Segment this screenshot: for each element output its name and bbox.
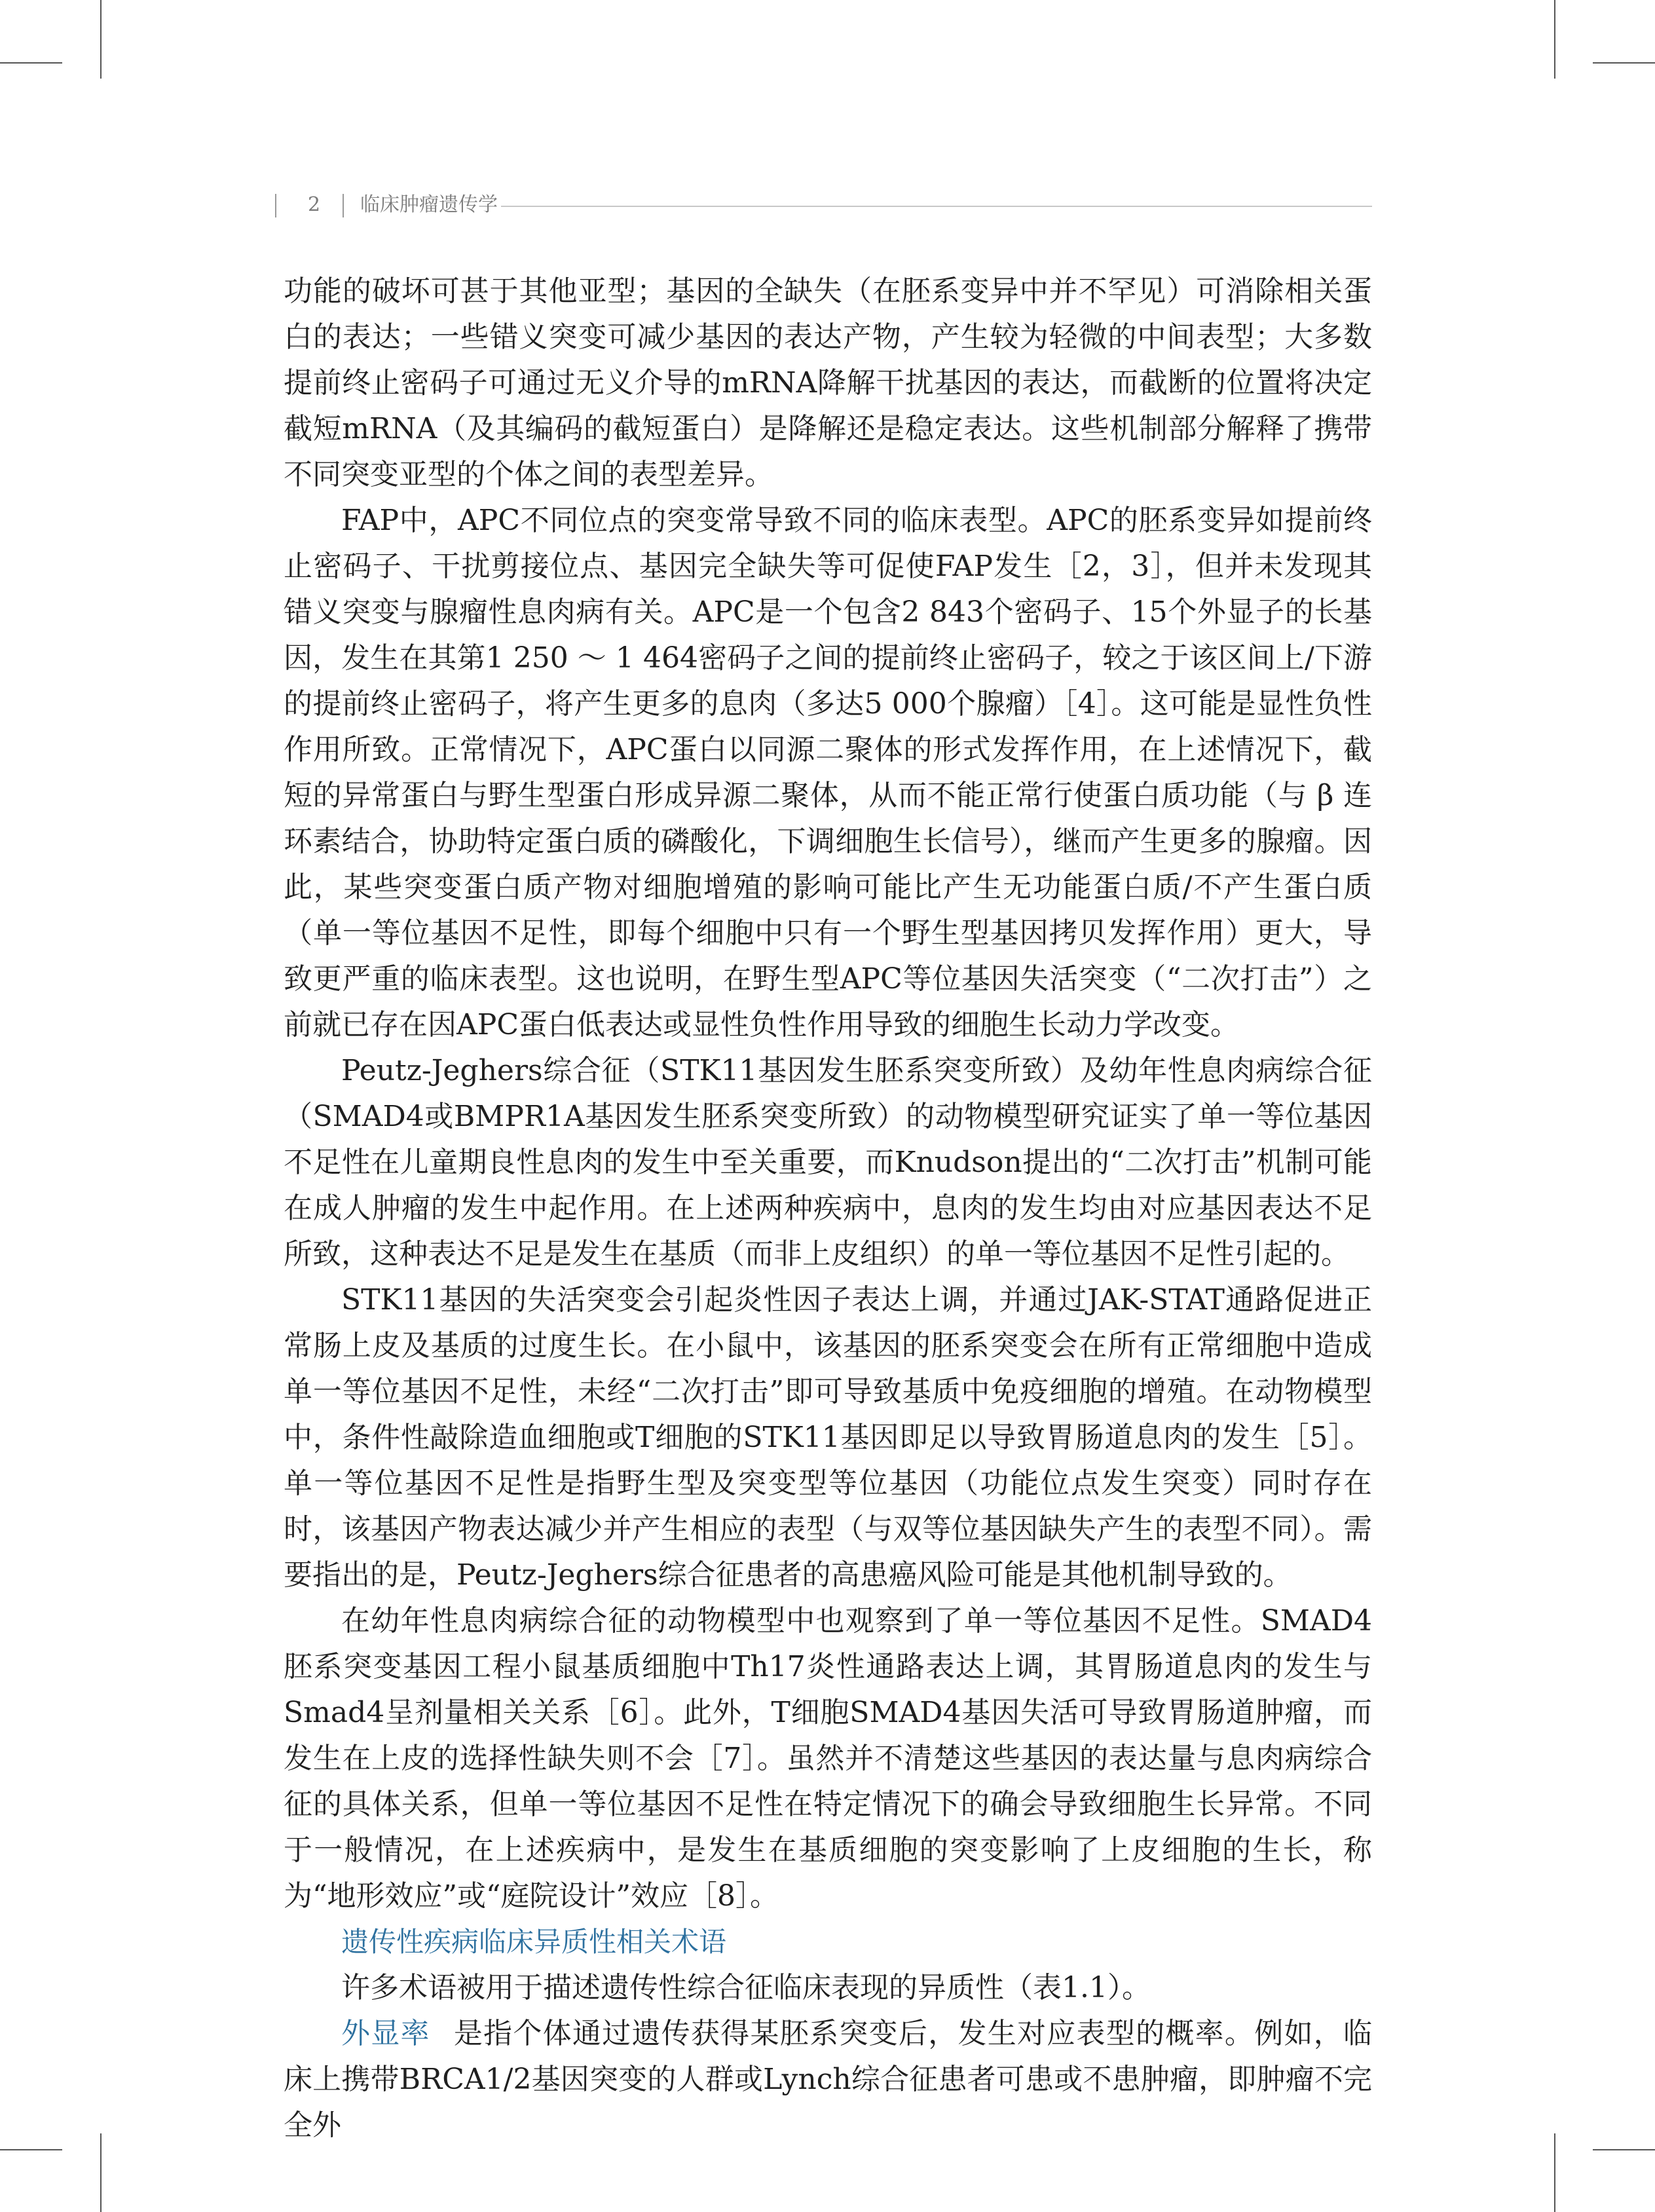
crop-mark-top-right-h (1593, 62, 1655, 64)
intro-paragraph: 许多术语被用于描述遗传性综合征临床表现的异质性（表1.1）。 (341, 1971, 1151, 2004)
crop-mark-bottom-left-h (0, 2149, 62, 2150)
header-separator-bar (343, 194, 344, 217)
header-rule (501, 206, 1372, 207)
section-heading: 遗传性疾病临床异质性相关术语 (341, 1926, 727, 1958)
body-paragraph: 功能的破坏可甚于其他亚型；基因的全缺失（在胚系变异中并不罕见）可消除相关蛋白的表达；一些错义突变可减少基因的表达产物，产生较为轻微的中间表型；大多数提前终止密码子可通过无义介导的mRNA降解干扰基因的表达，而截断的位置将决定截短mRNA（及其编码的截短蛋白）是降解还是稳定表达。这些机制部分解释了携带不同突变亚型的个体之间的表型差异。 (284, 274, 1372, 491)
crop-mark-bottom-right-h (1593, 2149, 1655, 2150)
header-left-bar (275, 194, 276, 217)
body-paragraph: 在幼年性息肉病综合征的动物模型中也观察到了单一等位基因不足性。SMAD4胚系突变基因工程小鼠基质细胞中Th17炎性通路表达上调，其胃肠道息肉的发生与Smad4呈剂量相关关系［6］。此外，T细胞SMAD4基因失活可导致胃肠道肿瘤，而发生在上皮的选择性缺失则不会［7］。虽然并不清楚这些基因的表达量与息肉病综合征的具体关系，但单一等位基因不足性在特定情况下的确会导致细胞生长异常。不同于一般情况，在上述疾病中，是发生在基质细胞的突变影响了上皮细胞的生长，称为“地形效应”或“庭院设计”效应［8］。 (284, 1604, 1372, 1913)
running-header (275, 190, 1372, 224)
book-title: 临床肿瘤遗传学 (360, 193, 498, 216)
term-definition: 是指个体通过遗传获得某胚系突变后，发生对应表型的概率。例如，临床上携带BRCA1/2基因突变的人群或Lynch综合征患者可患或不患肿瘤，即肿瘤不完全外 (284, 2017, 1373, 2142)
term-label: 外显率 (341, 2017, 430, 2050)
page-body (284, 269, 1372, 2148)
crop-mark-bottom-left-v (100, 2133, 102, 2212)
body-paragraph: Peutz-Jeghers综合征（STK11基因发生胚系突变所致）及幼年性息肉病综合征（SMAD4或BMPR1A基因发生胚系突变所致）的动物模型研究证实了单一等位基因不足性在儿童期良性息肉的发生中至关重要，而Knudson提出的“二次打击”机制可能在成人肿瘤的发生中起作用。在上述两种疾病中，息肉的发生均由对应基因表达不足所致，这种表达不足是发生在基质（而非上皮组织）的单一等位基因不足性引起的。 (284, 1054, 1372, 1271)
page-number: 2 (308, 193, 321, 216)
crop-mark-top-right-v (1554, 0, 1555, 79)
body-paragraph: STK11基因的失活突变会引起炎性因子表达上调，并通过JAK-STAT通路促进正常肠上皮及基质的过度生长。在小鼠中，该基因的胚系突变会在所有正常细胞中造成单一等位基因不足性，未经“二次打击”即可导致基质中免疫细胞的增殖。在动物模型中，条件性敲除造血细胞或T细胞的STK11基因即足以导致胃肠道息肉的发生［5］。单一等位基因不足性是指野生型及突变型等位基因（功能位点发生突变）同时存在时，该基因产物表达减少并产生相应的表型（与双等位基因缺失产生的表型不同）。需要指出的是，Peutz-Jeghers综合征患者的高患癌风险可能是其他机制导致的。 (284, 1283, 1372, 1592)
crop-mark-top-left-v (100, 0, 102, 79)
crop-mark-top-left-h (0, 62, 62, 64)
term-definition-paragraph (284, 2011, 1372, 2148)
crop-mark-bottom-right-v (1554, 2133, 1555, 2212)
body-paragraph: FAP中，APC不同位点的突变常导致不同的临床表型。APC的胚系变异如提前终止密码子、干扰剪接位点、基因完全缺失等可促使FAP发生［2，3］，但并未发现其错义突变与腺瘤性息肉病有关。APC是一个包含2 843个密码子、15个外显子的长基因，发生在其第1 250 ～ 1 464密码子之间的提前终止密码子，较之于该区间上/下游的提前终止密码子，将产生更多的息肉（多达5 000个腺瘤）［4］。这可能是显性负性作用所致。正常情况下，APC蛋白以同源二聚体的形式发挥作用，在上述情况下，截短的异常蛋白与野生型蛋白形成异源二聚体，从而不能正常行使蛋白质功能（与 β 连环素结合，协助特定蛋白质的磷酸化，下调细胞生长信号），继而产生更多的腺瘤。因此，某些突变蛋白质产物对细胞增殖的影响可能比产生无功能蛋白质/不产生蛋白质（单一等位基因不足性，即每个细胞中只有一个野生型基因拷贝发挥作用）更大，导致更严重的临床表型。这也说明，在野生型APC等位基因失活突变（“二次打击”）之前就已存在因APC蛋白低表达或显性负性作用导致的细胞生长动力学改变。 (284, 504, 1372, 1041)
